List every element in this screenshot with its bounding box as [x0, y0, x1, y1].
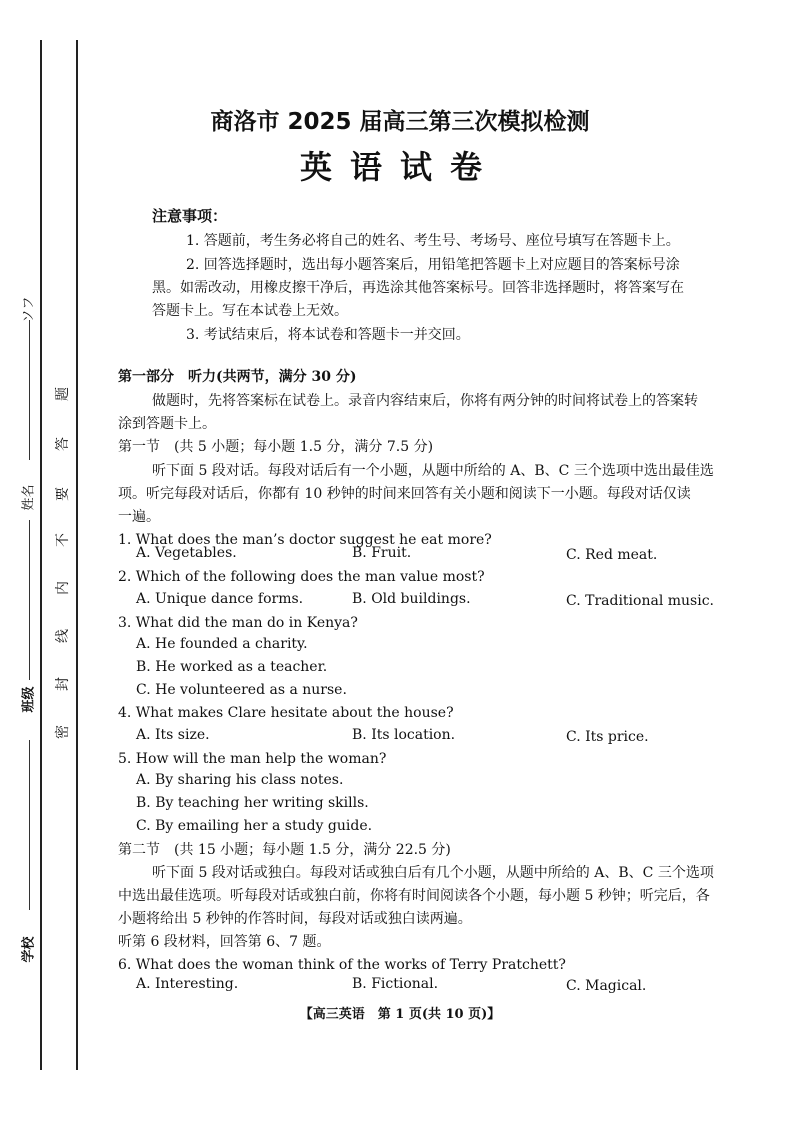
seal-char-3: 要	[55, 487, 71, 501]
section2-heading: 第二节 (共 15 小题；每小题 1.5 分，满分 22.5 分)	[118, 842, 451, 858]
q1-option-a: A. Vegetables.	[136, 545, 237, 561]
school-line	[29, 740, 30, 910]
exam-title: 商洛市 2025 届高三第三次模拟检测	[210, 109, 590, 135]
q6-option-b: B. Fictional.	[352, 976, 439, 992]
seal-char-7: 封	[55, 677, 71, 691]
question-6: 6. What does the woman think of the works of Terry Pratchett?	[118, 957, 566, 973]
top-mark: ソフ	[21, 296, 37, 323]
section1-heading: 第一节 (共 5 小题；每小题 1.5 分，满分 7.5 分)	[118, 439, 434, 455]
q2-option-a: A. Unique dance forms.	[136, 591, 304, 607]
binding-line-outer	[40, 40, 42, 1070]
question-3: 3. What did the man do in Kenya?	[118, 615, 358, 631]
notes-item-2-line-1: 2. 回答选择题时，选出每小题答案后，用铅笔把答题卡上对应题目的答案标号涂	[186, 257, 680, 273]
seal-char-6: 线	[55, 629, 71, 643]
part1-intro-line-2: 涂到答题卡上。	[118, 416, 216, 432]
q4-option-a: A. Its size.	[136, 727, 210, 743]
material-6-instruction: 听第 6 段材料，回答第 6、7 题。	[118, 934, 331, 950]
seal-char-4: 不	[55, 533, 71, 547]
q4-option-c: C. Its price.	[566, 729, 649, 745]
section1-line-3: 一遍。	[118, 509, 160, 525]
section2-line-2: 中选出最佳选项。听每段对话或独白前，你将有时间阅读各个小题，每小题 5 秒钟；听完后，各	[118, 888, 710, 904]
q3-option-a: A. He founded a charity.	[136, 636, 308, 652]
section2-line-3: 小题将给出 5 秒钟的作答时间，每段对话或独白读两遍。	[118, 911, 472, 927]
class-line	[29, 520, 30, 680]
notes-item-3: 3. 考试结束后，将本试卷和答题卡一并交回。	[186, 327, 470, 343]
name-label: 姓名	[21, 484, 37, 511]
q4-option-b: B. Its location.	[352, 727, 456, 743]
class-label: 班级	[21, 686, 37, 713]
seal-char-2: 答	[55, 437, 71, 451]
subject-title: 英语试卷	[299, 148, 500, 186]
notes-heading: 注意事项：	[152, 207, 228, 225]
q6-option-a: A. Interesting.	[136, 976, 239, 992]
notes-item-2-line-2: 黑。如需改动，用橡皮擦干净后，再选涂其他答案标号。回答非选择题时，将答案写在	[152, 280, 684, 296]
seal-char-1: 题	[55, 387, 71, 401]
question-2: 2. Which of the following does the man value most?	[118, 569, 485, 585]
section1-line-1: 听下面 5 段对话。每段对话后有一个小题，从题中所给的 A、B、C 三个选项中选出最佳选	[152, 463, 714, 479]
q5-option-a: A. By sharing his class notes.	[136, 772, 344, 788]
question-4: 4. What makes Clare hesitate about the house?	[118, 705, 454, 721]
part1-intro-line-1: 做题时，先将答案标在试卷上。录音内容结束后，你将有两分钟的时间将试卷上的答案转	[152, 393, 698, 409]
q3-option-b: B. He worked as a teacher.	[136, 659, 328, 675]
page-footer: 【高三英语 第 1 页(共 10 页)】	[299, 1007, 501, 1022]
seal-char-5: 内	[55, 581, 71, 595]
q3-option-c: C. He volunteered as a nurse.	[136, 682, 347, 698]
part1-heading: 第一部分 听力(共两节，满分 30 分)	[118, 369, 357, 385]
seal-char-8: 密	[55, 725, 71, 739]
question-5: 5. How will the man help the woman?	[118, 751, 387, 767]
q1-option-c: C. Red meat.	[566, 547, 658, 563]
q5-option-b: B. By teaching her writing skills.	[136, 795, 369, 811]
q5-option-c: C. By emailing her a study guide.	[136, 818, 373, 834]
q2-option-c: C. Traditional music.	[566, 593, 714, 609]
q1-option-b: B. Fruit.	[352, 545, 412, 561]
name-line	[29, 320, 30, 460]
q2-option-b: B. Old buildings.	[352, 591, 471, 607]
notes-item-2-line-3: 答题卡上。写在本试卷上无效。	[152, 303, 348, 319]
section1-line-2: 项。听完每段对话后，你都有 10 秒钟的时间来回答有关小题和阅读下一小题。每段对话仅读	[118, 486, 691, 502]
question-1: 1. What does the man’s doctor suggest he eat more?	[118, 532, 492, 548]
q6-option-c: C. Magical.	[566, 978, 647, 994]
school-label: 学校	[21, 936, 37, 963]
section2-line-1: 听下面 5 段对话或独白。每段对话或独白后有几个小题，从题中所给的 A、B、C 三个选项	[152, 865, 714, 881]
notes-item-1: 1. 答题前，考生务必将自己的姓名、考生号、考场号、座位号填写在答题卡上。	[186, 233, 680, 249]
binding-line-inner	[76, 40, 78, 1070]
